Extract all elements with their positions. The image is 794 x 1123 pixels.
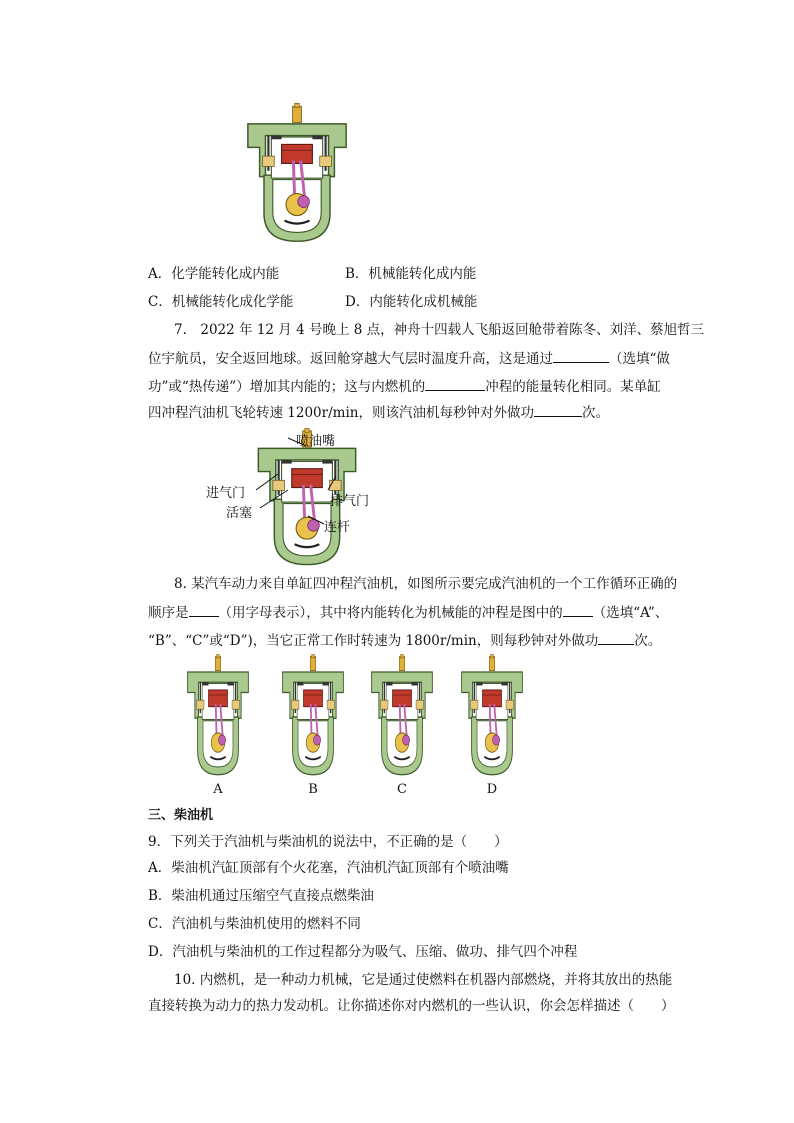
label-nozzle: 喷油嘴 <box>296 434 336 449</box>
stroke-diagram-c <box>368 654 436 776</box>
answer-blank[interactable] <box>598 630 634 645</box>
q10-line2: 直接转换为动力的热力发动机。让你描述你对内燃机的一些认识，你会怎样描述（ ） <box>148 998 675 1014</box>
q8-line1: 8. 某汽车动力来自单缸四冲程汽油机，如图所示要完成汽油机的一个工作循环正确的 <box>174 576 678 592</box>
option-a: A．化学能转化成内能 <box>148 266 280 282</box>
q9-option-c: C．汽油机与柴油机使用的燃料不同 <box>148 916 361 932</box>
section-heading: 三、柴油机 <box>148 808 214 823</box>
option-c: C．机械能转化成化学能 <box>148 294 294 310</box>
q7-line2 <box>148 348 670 369</box>
q7-line4 <box>148 402 609 423</box>
q9-option-a: A．柴油机汽缸顶部有个火花塞，汽油机汽缸顶部有个喷油嘴 <box>148 860 509 876</box>
answer-blank[interactable] <box>534 402 582 417</box>
q9-option-b: B．柴油机通过压缩空气直接点燃柴油 <box>148 888 374 904</box>
q8-line2-text: 顺序是 <box>148 605 189 621</box>
q7-line3-tail: 冲程的能量转化相同。某单缸 <box>485 379 661 395</box>
answer-blank[interactable] <box>553 348 609 363</box>
q7-line4-text: 四冲程汽油机飞轮转速 1200r/min，则该汽油机每秒钟对外做功 <box>148 405 534 421</box>
stroke-diagram-d <box>458 654 526 776</box>
answer-blank[interactable] <box>189 602 219 617</box>
engine-diagram-q6 <box>242 98 352 248</box>
q8-line3-tail: 次。 <box>634 633 662 649</box>
caption-c: C <box>397 782 407 797</box>
q7-line3 <box>148 376 661 397</box>
stroke-diagram-a <box>184 654 252 776</box>
label-exhaust-valve: 排气门 <box>330 494 370 509</box>
q7-line4-tail: 次。 <box>581 405 609 421</box>
option-b: B．机械能转化成内能 <box>345 266 477 282</box>
q9-option-d: D．汽油机与柴油机的工作过程都分为吸气、压缩、做功、排气四个冲程 <box>148 944 578 960</box>
q9-stem: 9．下列关于汽油机与柴油机的说法中，不正确的是（ ） <box>148 834 508 850</box>
q7-line3-text: 功”或“热传递”）增加其内能的；这与内燃机的 <box>148 379 426 395</box>
q8-line2-tail: （选填“A”、 <box>592 605 669 621</box>
q7-line2-tail: （选填“做 <box>609 351 670 367</box>
caption-a: A <box>213 782 223 797</box>
q8-line2-mid: （用字母表示），其中将内能转化为机械能的冲程是图中的 <box>218 605 563 621</box>
answer-blank[interactable] <box>425 376 485 391</box>
caption-b: B <box>308 782 318 797</box>
q10-line1: 10. 内燃机，是一种动力机械，它是通过使燃料在机器内部燃烧，并将其放出的热能 <box>174 972 673 988</box>
stroke-diagram-b <box>279 654 347 776</box>
q7-line1: 7. 2022 年 12 月 4 号晚上 8 点，神舟十四载人飞船返回舱带着陈冬、刘洋、蔡旭哲三 <box>174 322 705 338</box>
caption-d: D <box>486 782 498 797</box>
q7-line2-text: 位宇航员，安全返回地球。返回舱穿越大气层时温度升高，这是通过 <box>148 351 553 367</box>
answer-blank[interactable] <box>563 602 593 617</box>
q8-line3-text: “B”、“C”或“D”)，当它正常工作时转速为 1800r/min，则每秒钟对外做功 <box>148 633 599 649</box>
option-d: D．内能转化成机械能 <box>345 294 478 310</box>
label-intake-valve: 进气门 <box>206 486 246 501</box>
label-piston: 活塞 <box>226 506 253 521</box>
label-connecting-rod: 连杆 <box>324 520 351 535</box>
q8-line2 <box>148 602 668 623</box>
q8-line3 <box>148 630 661 651</box>
